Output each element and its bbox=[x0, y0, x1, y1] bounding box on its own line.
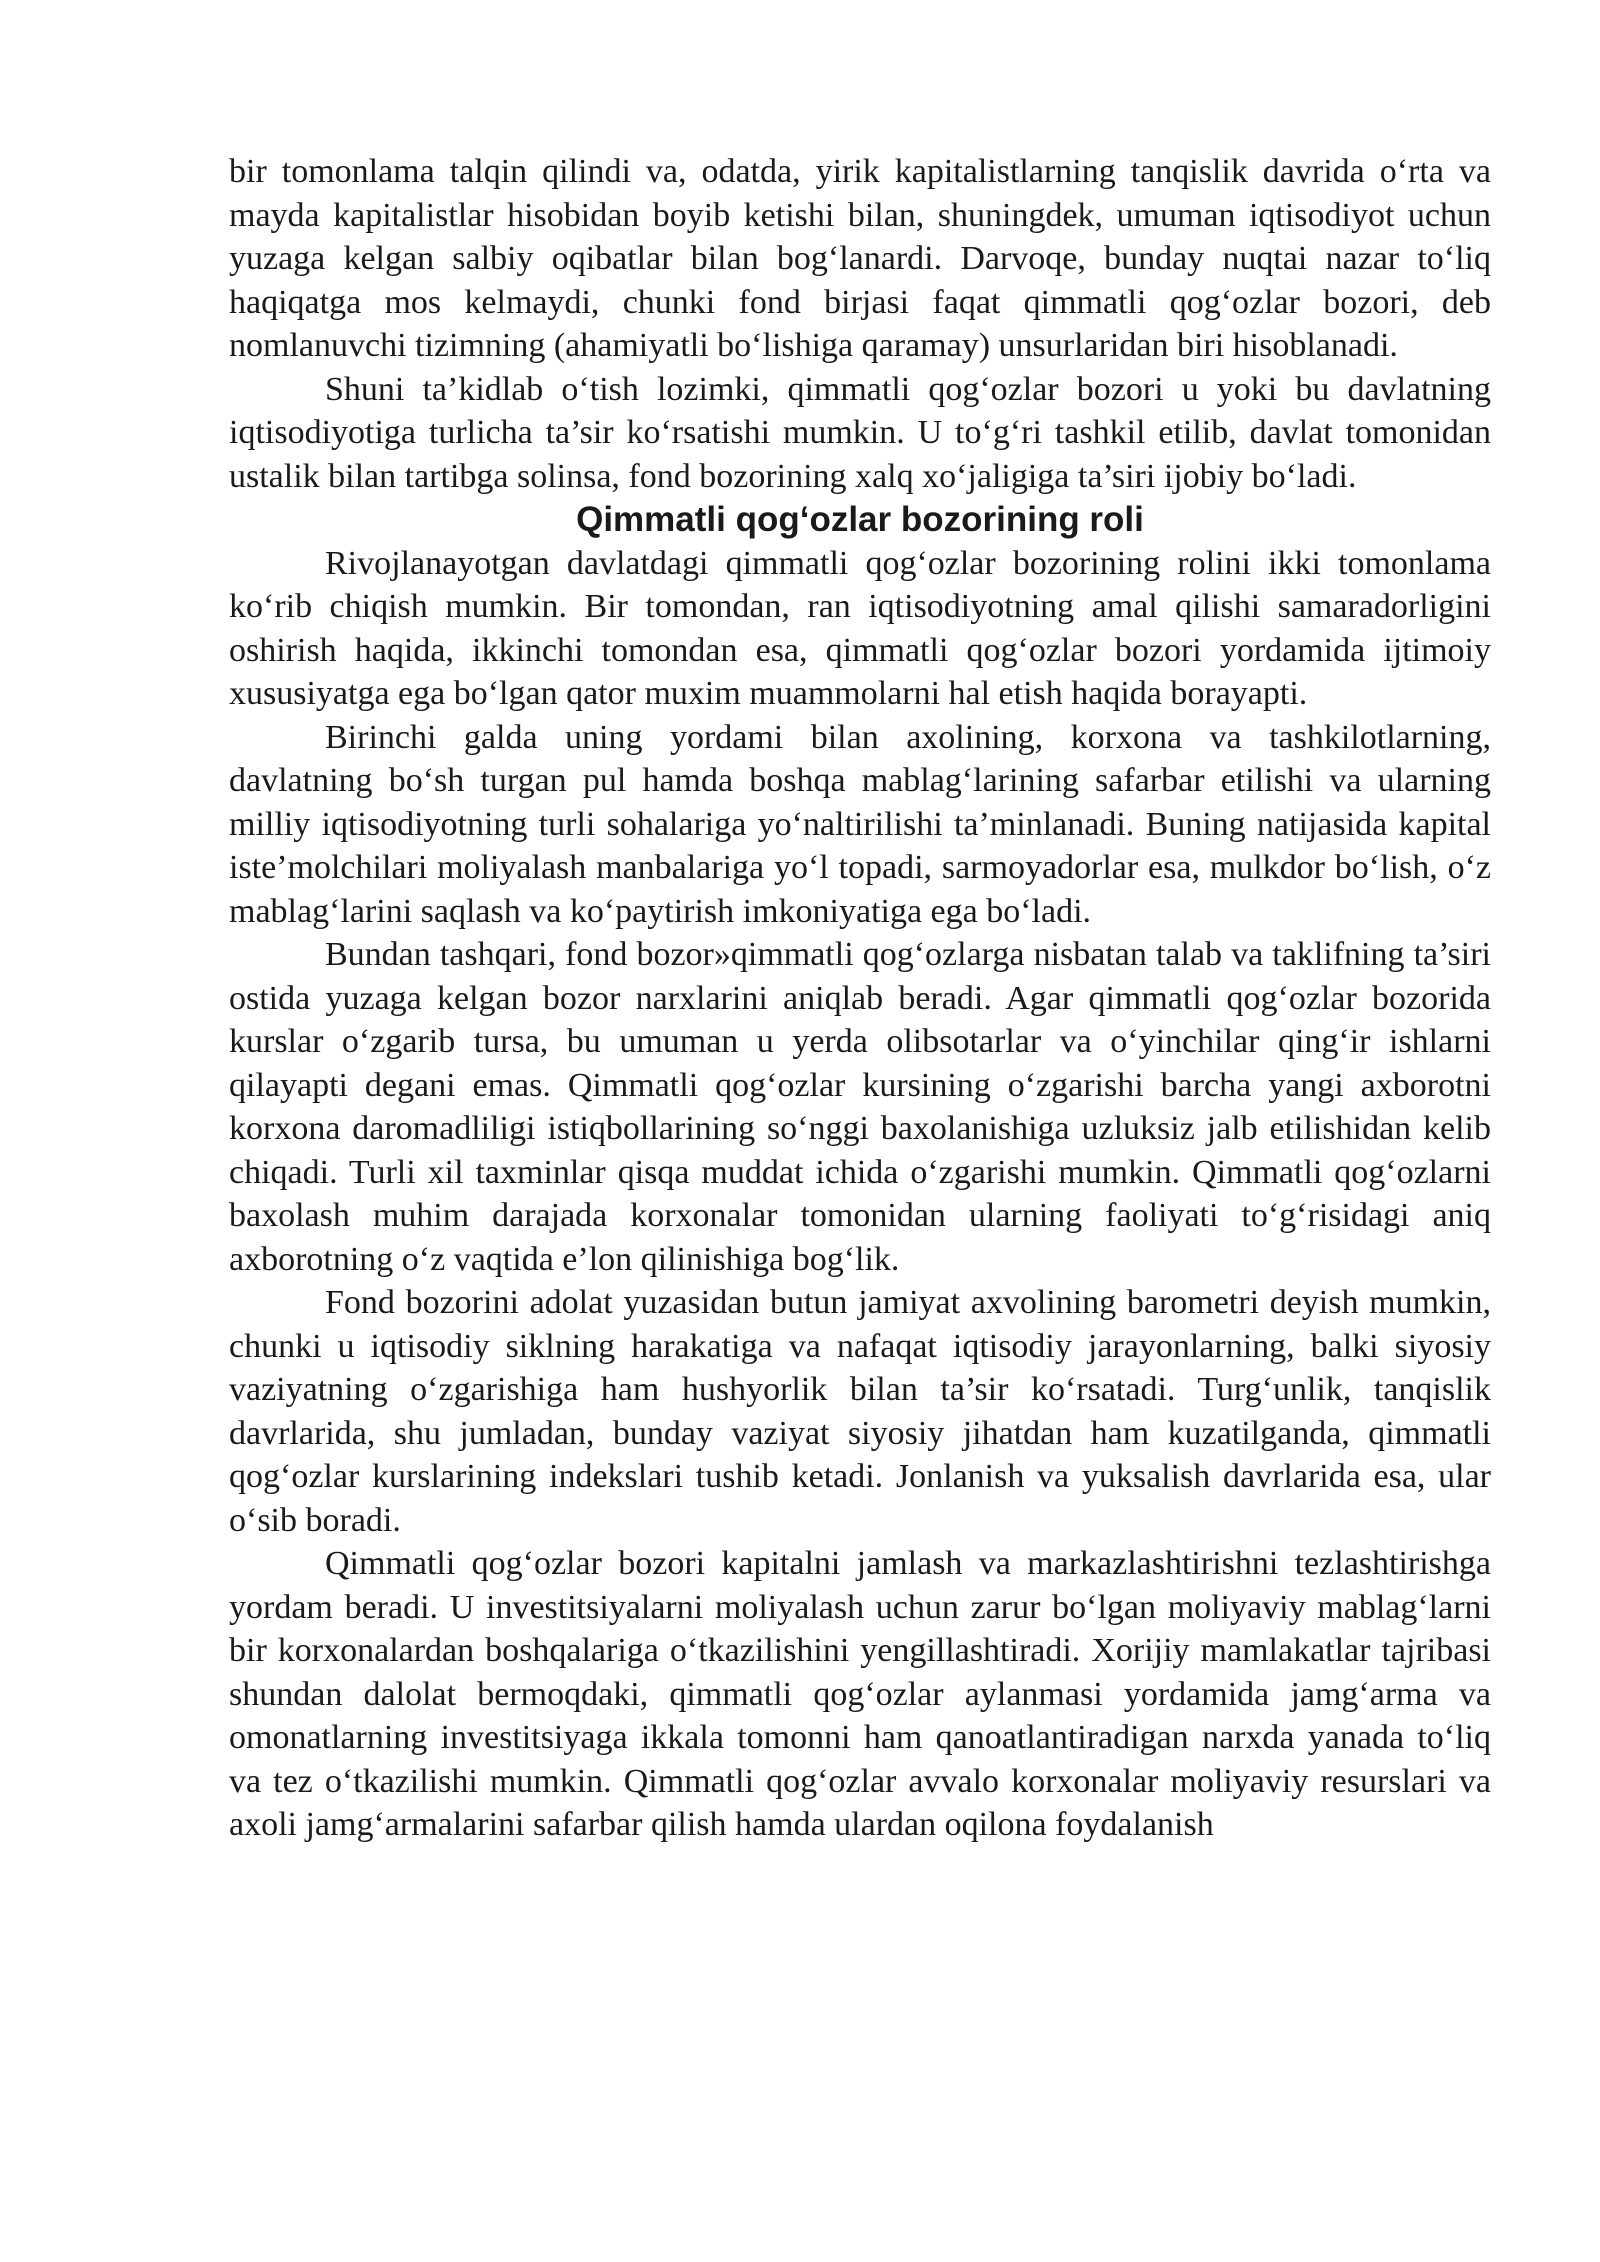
paragraph-continued-intro: bir tomonlama talqin qilindi va, odatda, yirik kapitalistlarning tanqislik davrida o‘rta va mayda kapitalistlar hisobidan boyib ketishi bilan, shuningdek, umuman iqtisodiyot uchun yuzaga kelgan salbiy oqibatlar bilan bog‘lanardi. Darvoqe, bunday nuqtai nazar to‘liq haqiqatga mos kelmaydi, chunki fond birjasi faqat qimmatli qog‘ozlar bozori, deb nomlanuvchi tizimning (ahamiyatli bo‘lishiga qaramay) unsurlaridan biri hisoblanadi. bbox=[229, 153, 1491, 364]
paragraph-role-two-sides: Rivojlanayotgan davlatdagi qimmatli qog‘ozlar bozorining rolini ikki tomonlama ko‘rib chiqish mumkin. Bir tomondan, ran iqtisodiyotning amal qilishi samaradorligini oshirish haqida, ikkinchi tomondan esa, qimmatli qog‘ozlar bozori yordamida ijtimoiy xususiyatga ega bo‘lgan qator muxim muammolarni hal etish haqida borayapti. bbox=[229, 544, 1491, 712]
paragraph-market-prices: Bundan tashqari, fond bozor»qimmatli qog‘ozlarga nisbatan talab va taklifning ta’siri ostida yuzaga kelgan bozor narxlarini aniqlab beradi. Agar qimmatli qog‘ozlar bozorida kurslar o‘zgarib tursa, bu umuman u yerda olibsotarlar va o‘yinchilar qing‘ir ishlarni qilayapti degani emas. Qimmatli qog‘ozlar kursining o‘zgarishi barcha yangi axborotni korxona daromadliligi istiqbollarining so‘nggi baxolanishiga uzluksiz jalb etilishidan kelib chiqadi. Turli xil taxminlar qisqa muddat ichida o‘zgarishi mumkin. Qimmatli qog‘ozlarni baxolash muhim darajada korxonalar tomonidan ularning faoliyati to‘g‘risidagi aniq axborotning o‘z vaqtida e’lon qilinishiga bog‘lik. bbox=[229, 936, 1491, 1278]
paragraph-barometer: Fond bozorini adolat yuzasidan butun jamiyat axvolining barometri deyish mumkin, chunki u iqtisodiy siklning harakatiga va nafaqat iqtisodiy jarayonlarning, balki siyosiy vaziyatning o‘zgarishiga ham hushyorlik bilan ta’sir ko‘rsatadi. Turg‘unlik, tanqislik davrlarida, shu jumladan, bunday vaziyat siyosiy jihatdan ham kuzatilganda, qimmatli qog‘ozlar kurslarining indekslari tushib ketadi. Jonlanish va yuksalish davrlarida esa, ular o‘sib boradi. bbox=[229, 1284, 1491, 1539]
paragraph-capital-concentration: Qimmatli qog‘ozlar bozori kapitalni jamlash va markazlashtirishni tezlashtirishga yordam beradi. U investitsiyalarni moliyalash uchun zarur bo‘lgan moliyaviy mablag‘larni bir korxonalardan boshqalariga o‘tkazilishini yengillashtiradi. Xorijiy mamlakatlar tajribasi shundan dalolat bermoqdaki, qimmatli qog‘ozlar aylanmasi yordamida jamg‘arma va omonatlarning investitsiyaga ikkala tomonni ham qanoatlantiradigan narxda yanada to‘liq va tez o‘tkazilishi mumkin. Qimmatli qog‘ozlar avvalo korxonalar moliyaviy resurslari va axoli jamg‘armalarini safarbar qilish hamda ulardan oqilona foydalanish bbox=[229, 1545, 1491, 1843]
section-heading: Qimmatli qog‘ozlar bozorining roli bbox=[576, 500, 1144, 539]
paragraph-mobilization: Birinchi galda uning yordami bilan axolining, korxona va tashkilotlarning, davlatning bo‘sh turgan pul hamda boshqa mablag‘larining safarbar etilishi va ularning milliy iqtisodiyotning turli sohalariga yo‘naltirilishi ta’minlanadi. Buning natijasida kapital iste’molchilari moliyalash manbalariga yo‘l topadi, sarmoyadorlar esa, mulkdor bo‘lish, o‘z mablag‘larini saqlash va ko‘paytirish imkoniyatiga ega bo‘ladi. bbox=[229, 718, 1491, 930]
document-page bbox=[229, 150, 1491, 1847]
paragraph-securities-influence: Shuni ta’kidlab o‘tish lozimki, qimmatli qog‘ozlar bozori u yoki bu davlatning iqtisodiyotiga turlicha ta’sir ko‘rsatishi mumkin. U to‘g‘ri tashkil etilib, davlat tomonidan ustalik bilan tartibga solinsa, fond bozorining xalq xo‘jaligiga ta’siri ijobiy bo‘ladi. bbox=[229, 370, 1491, 495]
